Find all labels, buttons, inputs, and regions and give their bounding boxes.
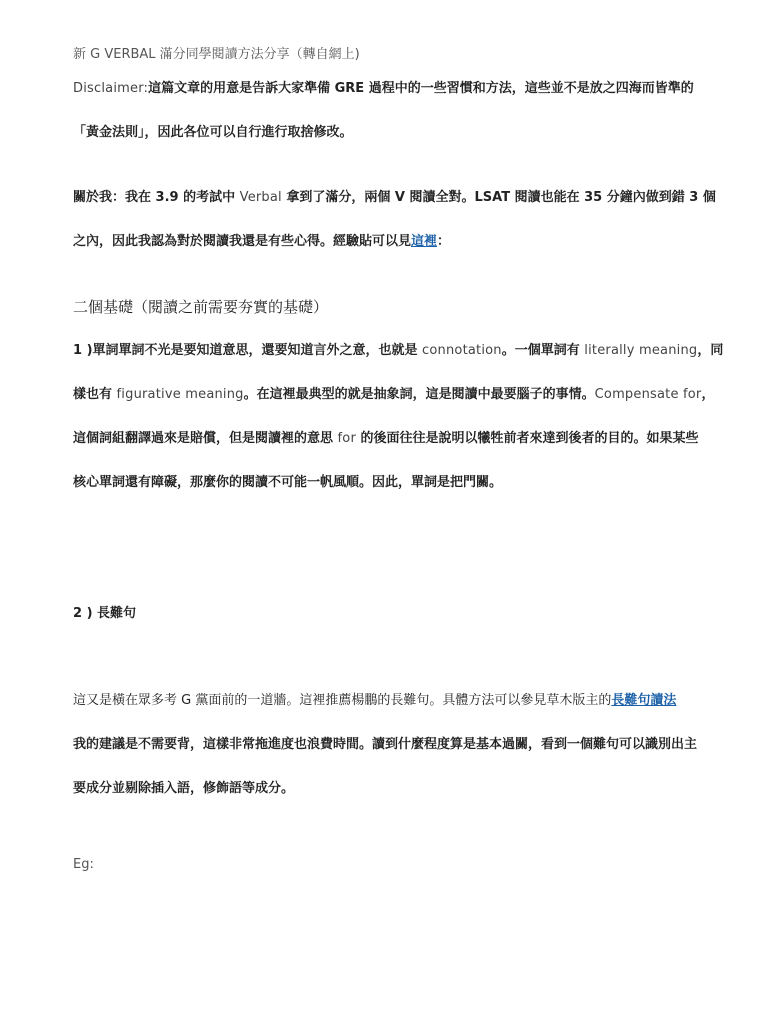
point1-l2-e: ， [701,387,715,402]
section-heading: 二個基礎（閱讀之前需要夯實的基礎） [73,298,329,316]
about-line-2-end: ： [437,234,451,249]
about-text-c: 拿到了滿分，兩個 V 閱讀全對。LSAT 閱讀也能在 35 分鐘內做到錯 3 個 [281,190,716,205]
point2-line-1 [73,692,733,710]
point1-l3-b: for [337,431,357,446]
document-title: 新 G VERBAL 滿分同學閱讀方法分享（轉自網上) [73,47,360,62]
point1-l2-c: 。在這裡最典型的就是抽象詞，這是閱讀中最要腦子的事情。 [243,387,595,402]
point1-text-c: 。一個單詞有 [501,343,585,358]
point2-l1-text: 這又是橫在眾多考 G 黨面前的一道牆。這裡推薦楊鵬的長難句。具體方法可以參見草木版主的 [73,693,612,708]
point1-line-4: 核心單詞還有障礙，那麼你的閱讀不可能一帆風順。因此，單詞是把門關。 [73,475,503,490]
about-text-b: Verbal [239,190,282,205]
point1-text-e: ，同 [697,343,724,358]
point2-heading: 2 ) 長難句 [73,606,137,621]
point1-line-2 [73,386,733,404]
point1-l2-a: 樣也有 [73,387,117,402]
point1-l3-a: 這個詞組翻譯過來是賠償，但是閱讀裡的意思 [73,431,338,446]
point1-label: 1 )單詞 [73,343,119,358]
about-line-2-text: 之內，因此我認為對於閱讀我還是有些心得。經驗貼可以見 [73,234,412,249]
long-sentence-reading-link[interactable]: 長難句讀法 [611,693,677,708]
point1-line-3 [73,430,733,448]
disclaimer-line-2: 「黃金法則」，因此各位可以自行進行取捨修改。 [73,125,353,140]
point2-line-3: 要成分並剔除插入語，修飾語等成分。 [73,781,295,796]
point2-line-2: 我的建議是不需要背，這樣非常拖進度也浪費時間。讀到什麼程度算是基本過關，看到一個難句可以識別出主 [73,737,698,752]
about-line-2 [73,233,733,251]
about-text-a: 關於我：我在 3.9 的考試中 [73,190,240,205]
example-label: Eg: [73,857,94,872]
point1-l2-d: Compensate for [594,387,702,402]
point1-text-a: 單詞不光是要知道意思，還要知道言外之意，也就是 [118,343,423,358]
disclaimer-line-1 [73,80,733,98]
point1-line-1 [73,342,733,360]
disclaimer-text-1: 這篇文章的用意是告訴大家準備 GRE 過程中的一些習慣和方法，這些並不是放之四海而皆準的 [148,81,694,96]
disclaimer-label: Disclaimer: [73,81,149,96]
point1-l3-c: 的後面往往是說明以犧牲前者來達到後者的目的。如果某些 [356,431,699,446]
point1-text-d: literally meaning [584,343,698,358]
about-line-1 [73,189,733,207]
point1-l2-b: figurative meaning [116,387,244,402]
point1-text-b: connotation [422,343,502,358]
experience-post-link[interactable]: 這裡 [411,234,438,249]
